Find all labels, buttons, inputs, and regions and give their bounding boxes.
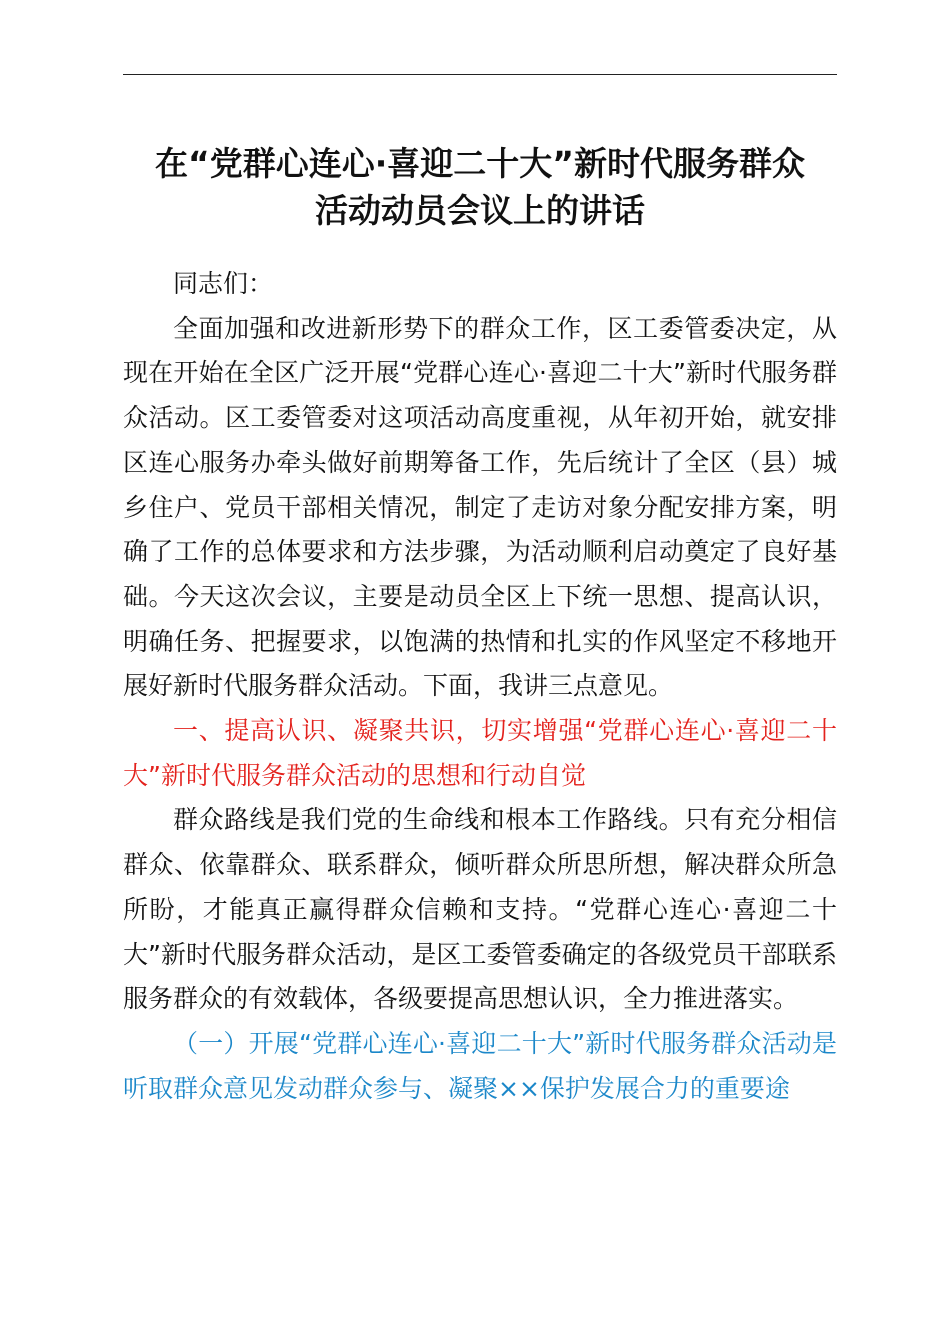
- document-title: [100, 140, 860, 234]
- paragraph-section-1: 群众路线是我们党的生命线和根本工作路线。只有充分相信群众、依靠群众、联系群众，倾听群众所思所想，解决群众所急所盼，才能真正赢得群众信赖和支持。“党群心连心·喜迎二十大”新时代服务群众活动，是区工委管委确定的各级党员干部联系服务群众的有效载体，各级要提高思想认识，全力推进落实。: [123, 805, 837, 1014]
- section-heading-1: 一、提高认识、凝聚共识，切实增强“党群心连心·喜迎二十大”新时代服务群众活动的思想和行动自觉: [123, 716, 837, 790]
- paragraph-intro: 全面加强和改进新形势下的群众工作，区工委管委决定，从现在开始在全区广泛开展“党群心连心·喜迎二十大”新时代服务群众活动。区工委管委对这项活动高度重视，从年初开始，就安排区连心服务办牵头做好前期筹备工作，先后统计了全区（县）城乡住户、党员干部相关情况，制定了走访对象分配安排方案，明确了工作的总体要求和方法步骤，为活动顺利启动奠定了良好基础。今天这次会议，主要是动员全区上下统一思想、提高认识，明确任务、把握要求，以饱满的热情和扎实的作风坚定不移地开展好新时代服务群众活动。下面，我讲三点意见。: [123, 313, 837, 701]
- title-line-1: 在“党群心连心·喜迎二十大”新时代服务群众: [155, 144, 805, 183]
- salutation: 同志们：: [173, 269, 274, 298]
- title-line-2: 活动动员会议上的讲话: [315, 191, 645, 230]
- header-rule: [123, 74, 837, 75]
- document-body: [123, 262, 837, 1111]
- subsection-heading-1: （一）开展“党群心连心·喜迎二十大”新时代服务群众活动是听取群众意见发动群众参与、凝聚××保护发展合力的重要途: [123, 1028, 837, 1103]
